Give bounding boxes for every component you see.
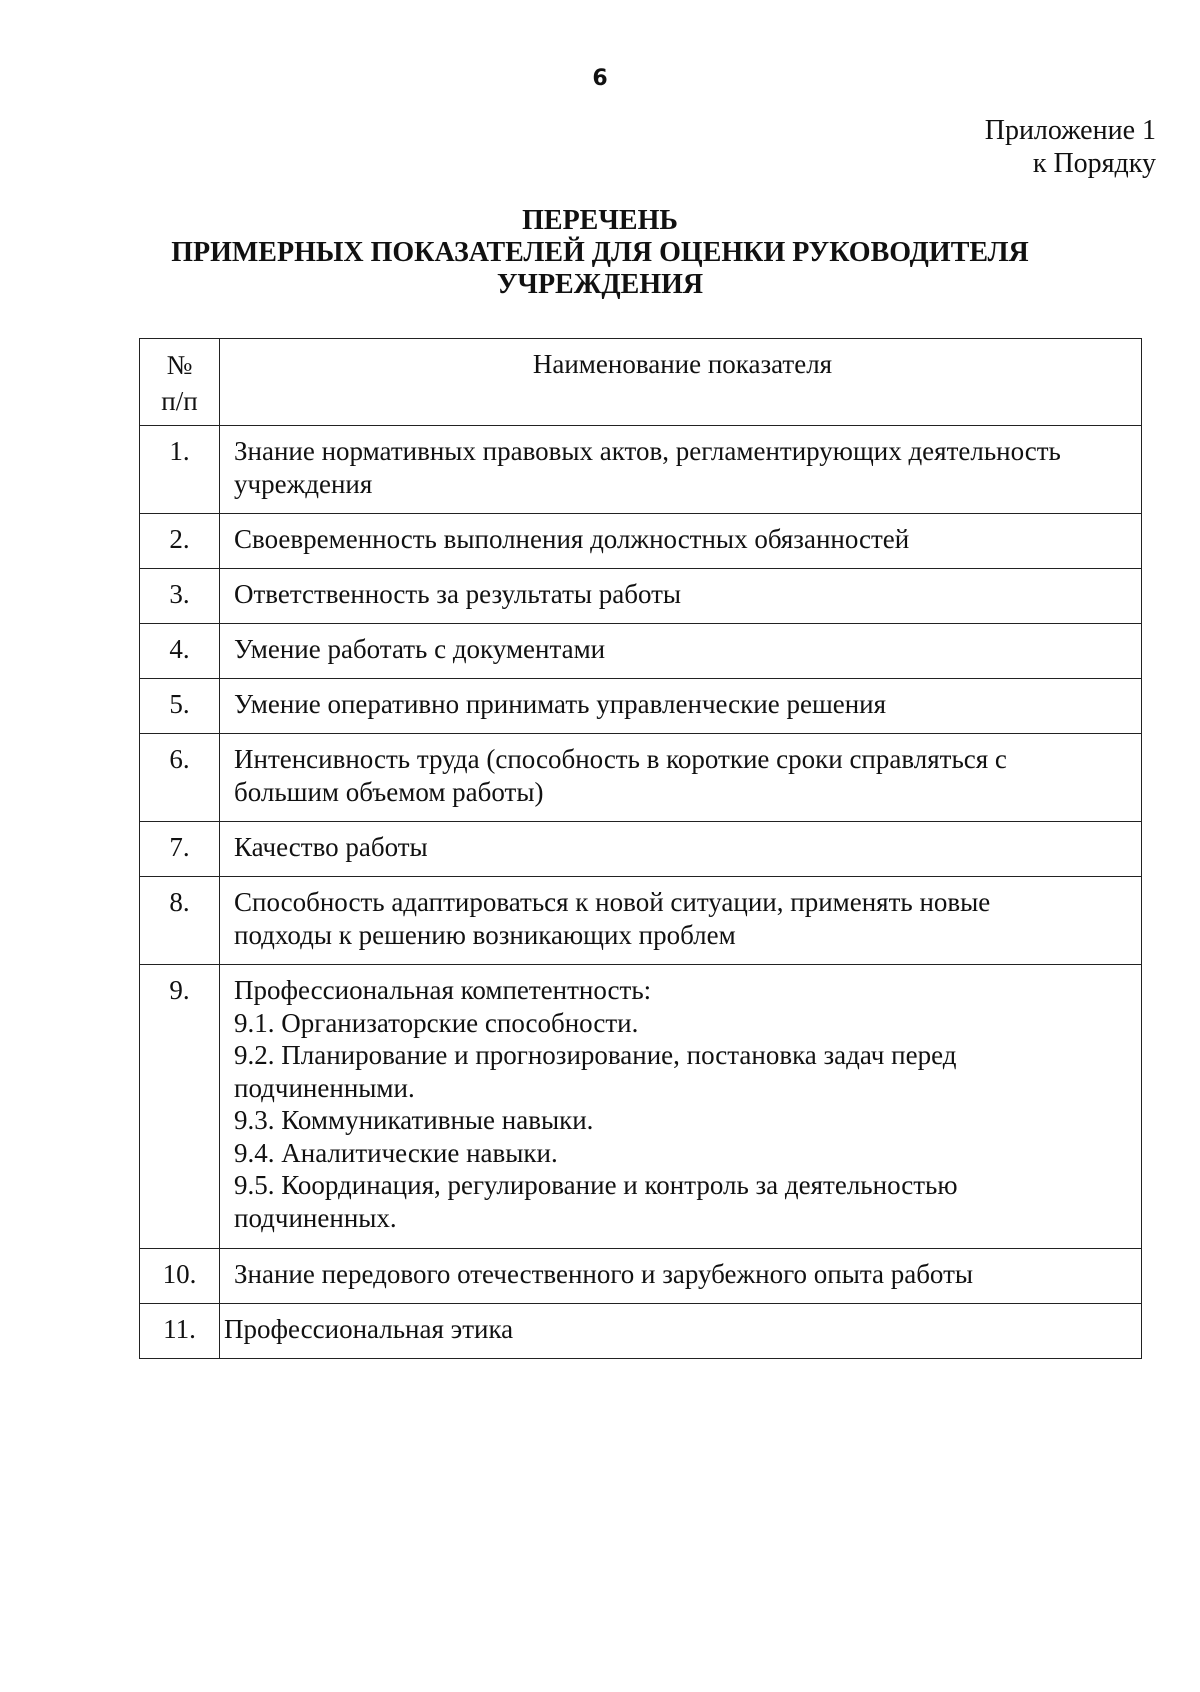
row-indicator: [220, 734, 1142, 822]
table-row: [140, 1304, 1142, 1359]
title-line-2: ПРИМЕРНЫХ ПОКАЗАТЕЛЕЙ ДЛЯ ОЦЕНКИ РУКОВОДИТЕЛЯ: [171, 237, 1029, 268]
header-number-symbol: №: [166, 350, 193, 380]
appendix-line-2: к Порядку: [1032, 148, 1156, 179]
header-number-cell: [140, 339, 220, 426]
table-row: [140, 734, 1142, 822]
row-indicator: [220, 822, 1142, 877]
row-text-line: Профессиональная этика: [224, 1314, 514, 1344]
row-subitem-line: 9.2. Планирование и прогнозирование, постановка задач перед: [234, 1040, 957, 1070]
row-indicator: [220, 965, 1142, 1249]
appendix-reference: [985, 114, 1156, 180]
row-indicator: [220, 569, 1142, 624]
row-text-line: Профессиональная компетентность:: [234, 975, 652, 1005]
row-text-line: Ответственность за результаты работы: [234, 579, 682, 609]
row-number: 11.: [140, 1304, 220, 1359]
row-indicator: [220, 1249, 1142, 1304]
row-indicator: [220, 624, 1142, 679]
row-text-line: Своевременность выполнения должностных обязанностей: [234, 524, 910, 554]
row-subitem-line: 9.5. Координация, регулирование и контроль за деятельностью: [234, 1170, 958, 1200]
row-number: 5.: [140, 679, 220, 734]
row-indicator: [220, 679, 1142, 734]
row-subitem-line: подчиненными.: [234, 1072, 415, 1103]
row-indicator: [220, 877, 1142, 965]
row-text-line: большим объемом работы): [234, 776, 544, 807]
row-text-line: Качество работы: [234, 832, 428, 862]
table-row: [140, 1249, 1142, 1304]
row-indicator: [220, 1304, 1142, 1359]
row-number: 3.: [140, 569, 220, 624]
row-subitem-line: 9.4. Аналитические навыки.: [234, 1137, 558, 1168]
row-number: 6.: [140, 734, 220, 822]
row-subitem-line: 9.3. Коммуникативные навыки.: [234, 1105, 594, 1135]
table-row: [140, 426, 1142, 514]
row-number: 9.: [140, 965, 220, 1249]
title-line-3: УЧРЕЖДЕНИЯ: [496, 269, 704, 300]
document-title: [0, 205, 1200, 301]
row-number: 8.: [140, 877, 220, 965]
row-number: 7.: [140, 822, 220, 877]
row-text-line: учреждения: [234, 468, 373, 499]
row-subitem-line: подчиненных.: [234, 1202, 397, 1233]
header-number-abbr: п/п: [161, 386, 198, 416]
title-line-1: ПЕРЕЧЕНЬ: [522, 205, 678, 236]
row-number: 1.: [140, 426, 220, 514]
row-indicator: [220, 426, 1142, 514]
table-header-row: [140, 339, 1142, 426]
table-row: [140, 679, 1142, 734]
indicators-table: [139, 338, 1142, 1359]
row-text-line: Знание нормативных правовых актов, регламентирующих деятельность: [234, 436, 1061, 466]
row-number: 2.: [140, 514, 220, 569]
table-row: [140, 822, 1142, 877]
row-text-line: Умение оперативно принимать управленческие решения: [234, 689, 887, 719]
row-subitem-line: 9.1. Организаторские способности.: [234, 1007, 639, 1038]
appendix-line-1: Приложение 1: [984, 115, 1156, 146]
header-name-cell: Наименование показателя: [220, 339, 1142, 426]
table-row: [140, 877, 1142, 965]
row-number: 4.: [140, 624, 220, 679]
row-text-line: Интенсивность труда (способность в короткие сроки справляться с: [234, 744, 1007, 774]
row-number: 10.: [140, 1249, 220, 1304]
row-text-line: подходы к решению возникающих проблем: [234, 919, 736, 950]
table-row: [140, 965, 1142, 1249]
row-text-line: Знание передового отечественного и зарубежного опыта работы: [234, 1259, 974, 1289]
row-text-line: Способность адаптироваться к новой ситуации, применять новые: [234, 887, 991, 917]
page-number: 6: [592, 66, 608, 91]
table-row: [140, 514, 1142, 569]
table-row: [140, 624, 1142, 679]
row-indicator: [220, 514, 1142, 569]
row-text-line: Умение работать с документами: [234, 634, 606, 664]
table-row: [140, 569, 1142, 624]
